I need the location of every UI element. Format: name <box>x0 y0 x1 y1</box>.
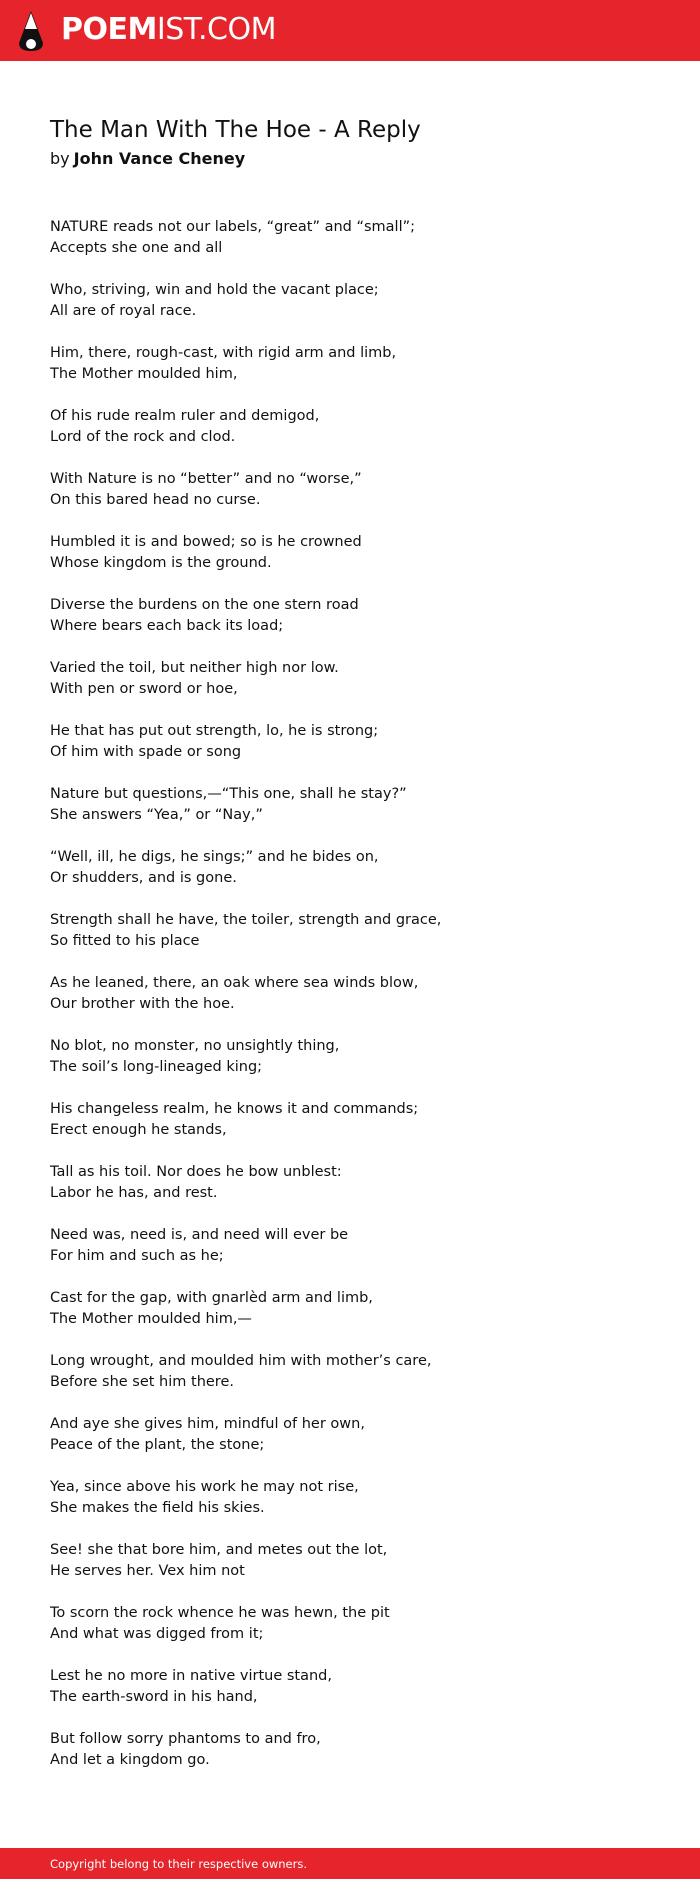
stanza <box>50 1036 650 1078</box>
poem-line: Of him with spade or song <box>50 744 242 760</box>
poem-line: The soil’s long-lineaged king; <box>50 1059 263 1075</box>
poem-line: Strength shall he have, the toiler, strength and grace, <box>50 912 442 928</box>
stanza <box>50 1414 650 1456</box>
poem-line: Erect enough he stands, <box>50 1122 227 1138</box>
stanza <box>50 1162 650 1204</box>
by-label: by <box>50 149 70 168</box>
poem-line: Where bears each back its load; <box>50 618 284 634</box>
poem-line: Him, there, rough-cast, with rigid arm and limb, <box>50 345 397 361</box>
stanza <box>50 343 650 385</box>
stanza <box>50 1351 650 1393</box>
stanza <box>50 847 650 889</box>
logo-light-text: IST.COM <box>156 12 276 47</box>
poem-line: Lest he no more in native virtue stand, <box>50 1668 332 1684</box>
poem-line: He that has put out strength, lo, he is strong; <box>50 723 379 739</box>
poem-line: Whose kingdom is the ground. <box>50 555 272 571</box>
site-footer <box>0 1848 700 1879</box>
poem-line: With Nature is no “better” and no “worse,” <box>50 471 362 487</box>
stanza <box>50 532 650 574</box>
poem-line: Need was, need is, and need will ever be <box>50 1227 349 1243</box>
stanza <box>50 280 650 322</box>
stanza <box>50 1666 650 1708</box>
poem-body <box>50 217 650 1792</box>
poem-title: The Man With The Hoe - A Reply <box>50 117 421 143</box>
stanza <box>50 217 650 259</box>
poem-line: Labor he has, and rest. <box>50 1185 218 1201</box>
stanza <box>50 1540 650 1582</box>
poem-line: The earth-sword in his hand, <box>50 1689 258 1705</box>
poem-line: Yea, since above his work he may not rise, <box>50 1479 359 1495</box>
poem-line: As he leaned, there, an oak where sea winds blow, <box>50 975 419 991</box>
author-name: John Vance Cheney <box>73 149 246 168</box>
pen-nib-icon[interactable] <box>18 10 44 52</box>
stanza <box>50 595 650 637</box>
poem-line: On this bared head no curse. <box>50 492 261 508</box>
poem-line: Diverse the burdens on the one stern road <box>50 597 359 613</box>
stanza <box>50 1603 650 1645</box>
poem-line: Humbled it is and bowed; so is he crowned <box>50 534 362 550</box>
poem-line: Nature but questions,—“This one, shall he stay?” <box>50 786 407 802</box>
poem-line: Long wrought, and moulded him with mother’s care, <box>50 1353 432 1369</box>
poem-line: Cast for the gap, with gnarlèd arm and limb, <box>50 1290 373 1306</box>
poem-line: His changeless realm, he knows it and commands; <box>50 1101 419 1117</box>
poem-line: Peace of the plant, the stone; <box>50 1437 265 1453</box>
poem-line: The Mother moulded him,— <box>50 1311 252 1327</box>
poem-line: Our brother with the hoe. <box>50 996 235 1012</box>
copyright-text: Copyright belong to their respective owners. <box>50 1857 308 1871</box>
poem-line: She makes the field his skies. <box>50 1500 265 1516</box>
poem-line: And what was digged from it; <box>50 1626 264 1642</box>
stanza <box>50 973 650 1015</box>
poem-line: The Mother moulded him, <box>50 366 238 382</box>
poem-line: With pen or sword or hoe, <box>50 681 238 697</box>
poem-line: “Well, ill, he digs, he sings;” and he bides on, <box>50 849 379 865</box>
stanza <box>50 910 650 952</box>
site-header <box>0 0 700 61</box>
poem-line: No blot, no monster, no unsightly thing, <box>50 1038 340 1054</box>
poem-line: But follow sorry phantoms to and fro, <box>50 1731 321 1747</box>
poem-line: So fitted to his place <box>50 933 200 949</box>
stanza <box>50 1477 650 1519</box>
stanza <box>50 721 650 763</box>
poem-line: For him and such as he; <box>50 1248 224 1264</box>
poem-line: Tall as his toil. Nor does he bow unblest: <box>50 1164 342 1180</box>
stanza <box>50 1225 650 1267</box>
poem-line: And aye she gives him, mindful of her own, <box>50 1416 365 1432</box>
stanza <box>50 658 650 700</box>
poem-line: Before she set him there. <box>50 1374 234 1390</box>
stanza <box>50 784 650 826</box>
poem-line: Lord of the rock and clod. <box>50 429 236 445</box>
stanza <box>50 1099 650 1141</box>
poem-line: And let a kingdom go. <box>50 1752 210 1768</box>
byline <box>50 147 245 171</box>
poem-line: Who, striving, win and hold the vacant place; <box>50 282 379 298</box>
stanza <box>50 1288 650 1330</box>
stanza <box>50 1729 650 1771</box>
stanza <box>50 469 650 511</box>
logo-bold-text: POEM <box>61 12 157 47</box>
poem-line: NATURE reads not our labels, “great” and “small”; <box>50 219 415 235</box>
poem-line: Of his rude realm ruler and demigod, <box>50 408 320 424</box>
poem-line: Accepts she one and all <box>50 240 223 256</box>
site-logo[interactable] <box>61 9 276 51</box>
poem-line: To scorn the rock whence he was hewn, the pit <box>50 1605 390 1621</box>
stanza <box>50 406 650 448</box>
poem-line: All are of royal race. <box>50 303 197 319</box>
poem-line: See! she that bore him, and metes out the lot, <box>50 1542 388 1558</box>
poem-line: Varied the toil, but neither high nor low. <box>50 660 339 676</box>
poem-line: Or shudders, and is gone. <box>50 870 237 886</box>
poem-line: He serves her. Vex him not <box>50 1563 245 1579</box>
poem-line: She answers “Yea,” or “Nay,” <box>50 807 263 823</box>
